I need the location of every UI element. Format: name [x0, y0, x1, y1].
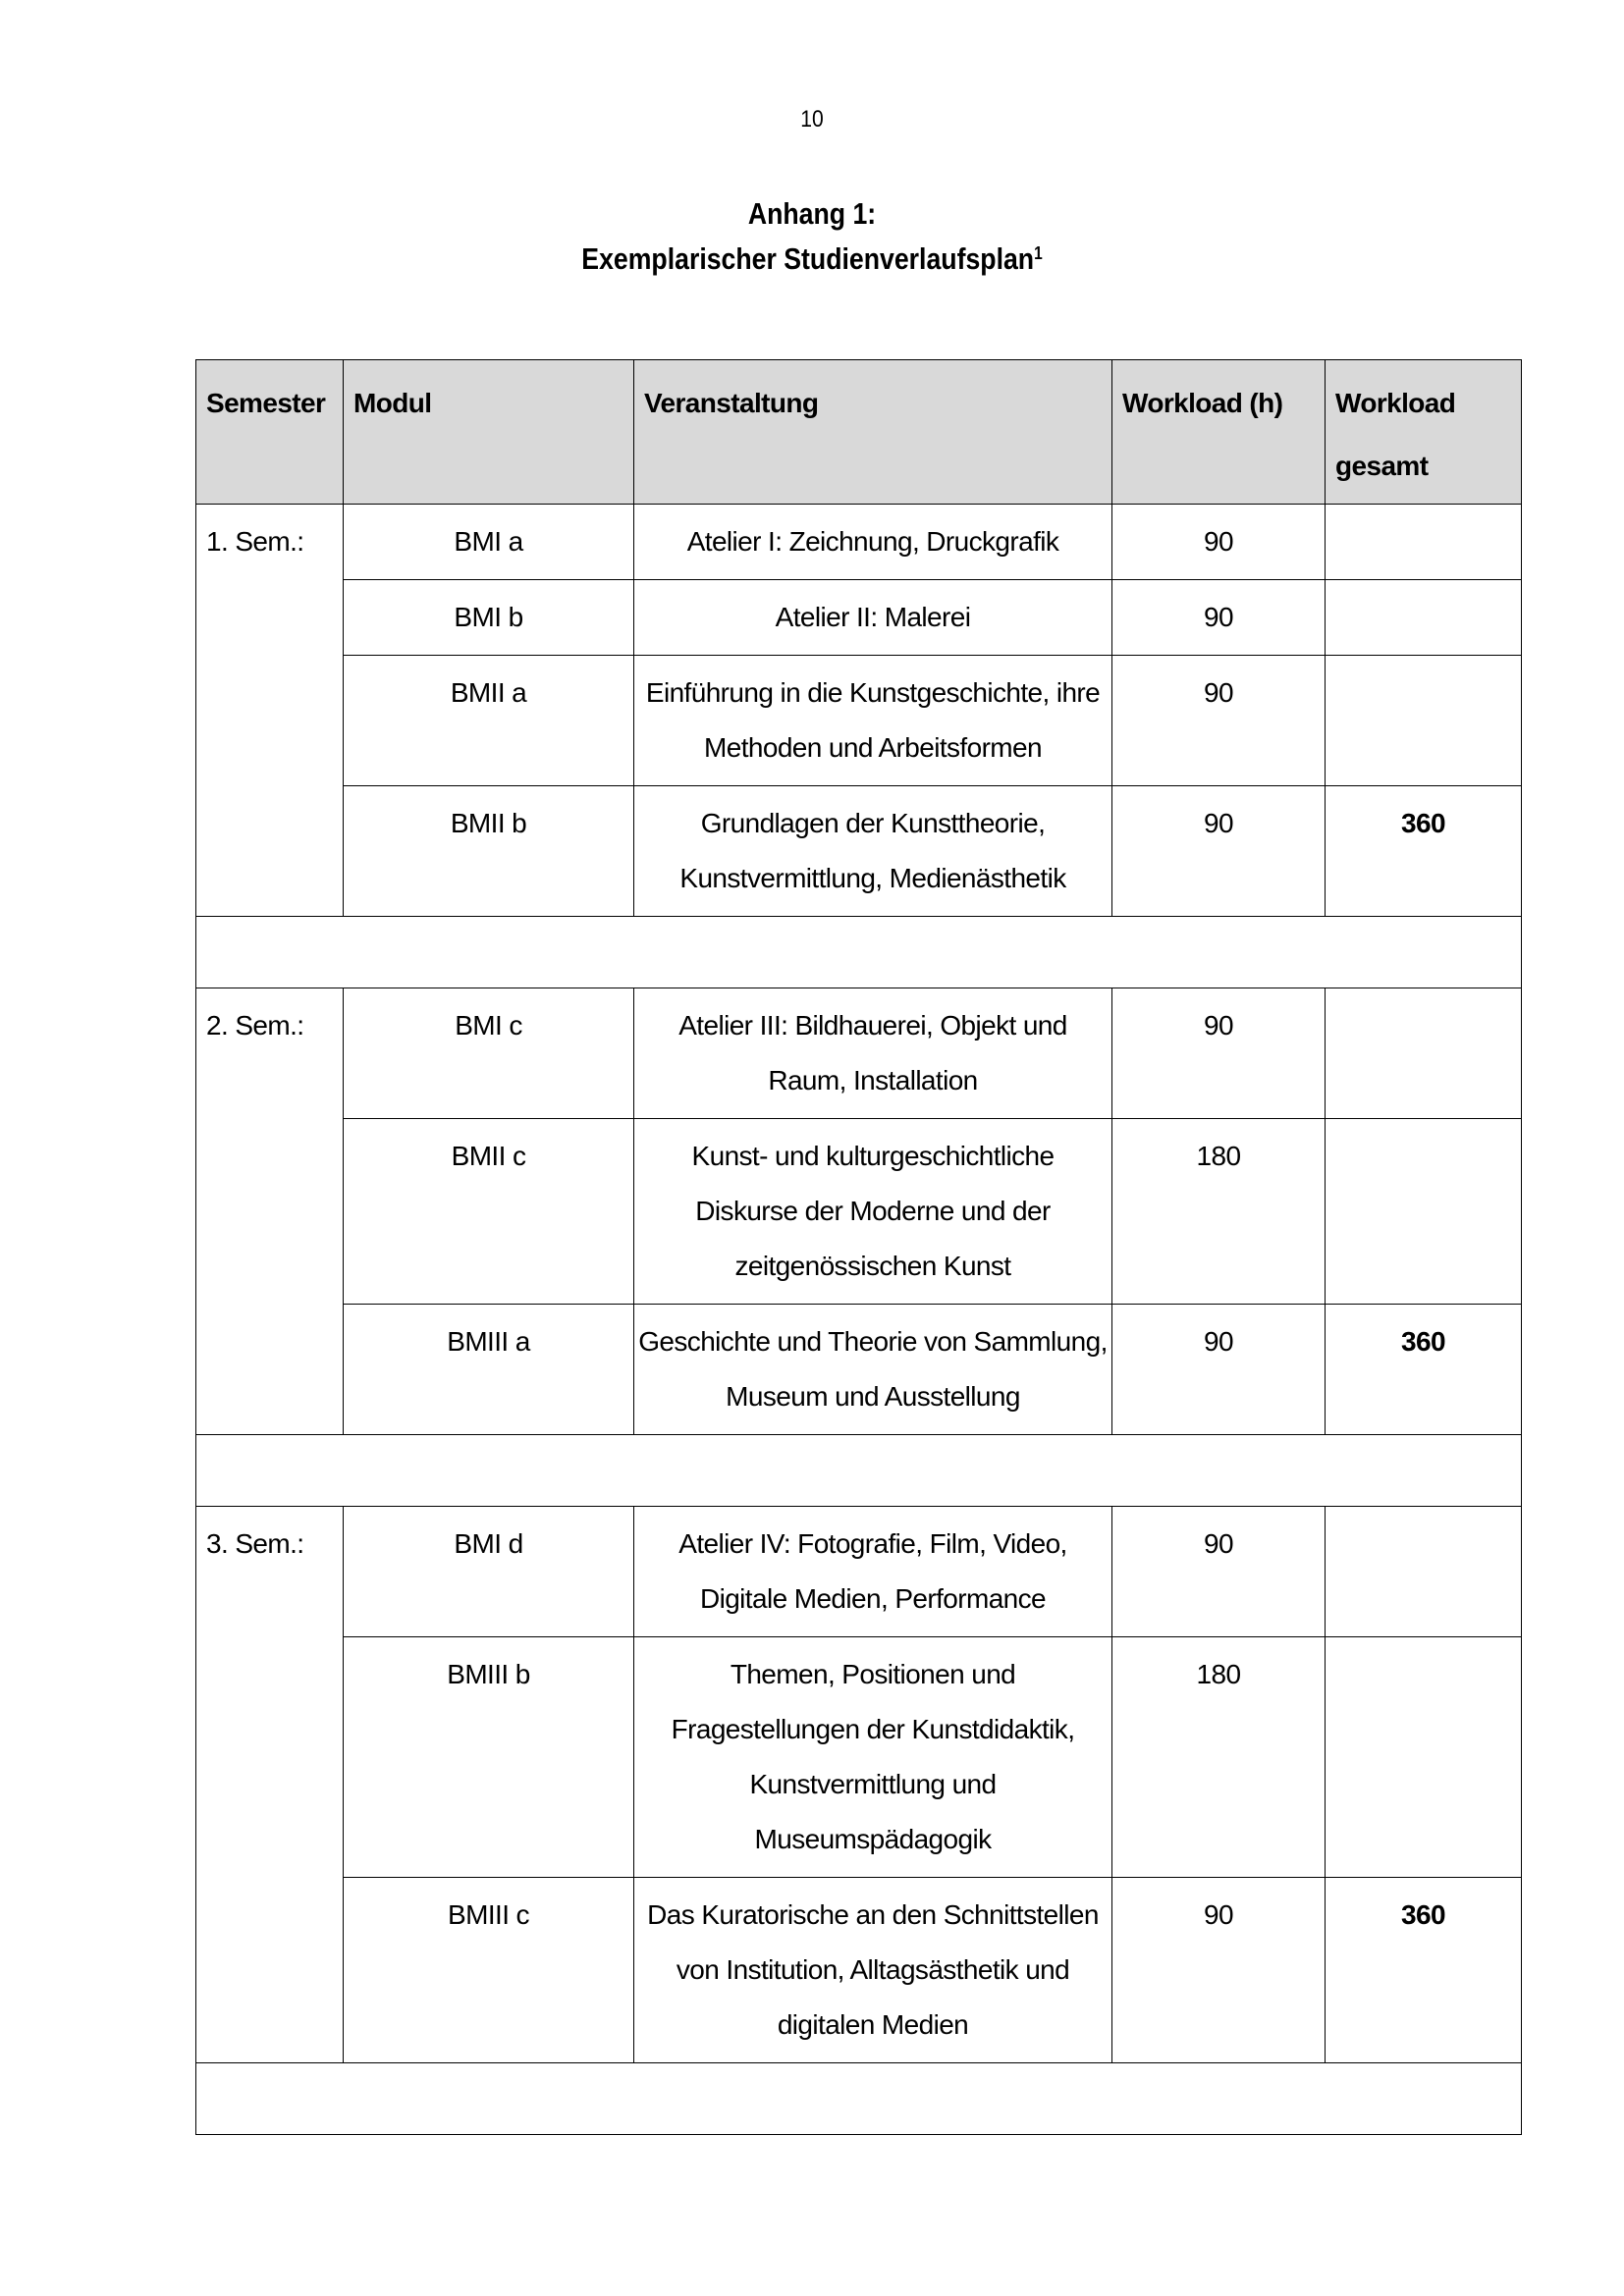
veranstaltung-cell-text: Atelier I: Zeichnung, Druckgrafik	[686, 526, 1059, 557]
veranstaltung-cell	[634, 1878, 1112, 2063]
semester-spacer-row	[196, 2063, 1522, 2135]
modul-cell-text: BMII b	[450, 808, 527, 838]
workload-cell-text: 90	[1204, 1528, 1233, 1559]
header-workload	[1112, 360, 1326, 505]
page-number: 10	[800, 106, 824, 133]
workload-gesamt-cell-text	[1326, 580, 1521, 600]
workload-cell	[1112, 580, 1326, 656]
workload-gesamt-cell-text: 360	[1401, 1326, 1445, 1357]
veranstaltung-cell	[634, 656, 1112, 786]
workload-cell-text: 90	[1204, 1326, 1233, 1357]
modul-cell-text: BMII c	[451, 1141, 526, 1171]
modul-cell	[344, 988, 634, 1119]
page-title	[114, 194, 1510, 279]
table-body	[196, 505, 1522, 2135]
workload-gesamt-cell-text	[1326, 656, 1521, 675]
workload-cell-text: 90	[1204, 526, 1233, 557]
semester-cell	[196, 505, 344, 917]
veranstaltung-cell-text: Atelier IV: Fotografie, Film, Video, Digitale Medien, Performance	[678, 1528, 1067, 1614]
table-row	[196, 1637, 1522, 1878]
veranstaltung-cell-text: Atelier III: Bildhauerei, Objekt und Raum, Installation	[678, 1010, 1067, 1095]
workload-cell-text: 90	[1204, 602, 1233, 632]
workload-gesamt-cell-text	[1326, 988, 1521, 1008]
semester-cell	[196, 988, 344, 1435]
veranstaltung-cell-text: Geschichte und Theorie von Sammlung, Museum und Ausstellung	[638, 1326, 1108, 1412]
header-veranstaltung-label: Veranstaltung	[644, 388, 819, 418]
spacer-cell	[196, 917, 1522, 988]
modul-cell	[344, 1305, 634, 1435]
veranstaltung-cell	[634, 1305, 1112, 1435]
semester-spacer-row	[196, 1435, 1522, 1507]
modul-cell	[344, 786, 634, 917]
modul-cell-text: BMI c	[455, 1010, 522, 1041]
table-row	[196, 1305, 1522, 1435]
workload-cell-text: 90	[1204, 808, 1233, 838]
workload-gesamt-cell	[1326, 580, 1522, 656]
semester-label: 3. Sem.:	[206, 1528, 304, 1559]
spacer-cell	[196, 2063, 1522, 2135]
table-row	[196, 1507, 1522, 1637]
veranstaltung-cell	[634, 988, 1112, 1119]
table-row	[196, 988, 1522, 1119]
workload-gesamt-cell	[1326, 1119, 1522, 1305]
veranstaltung-cell-text: Kunst- und kulturgeschichtliche Diskurse der Moderne und der zeitgenössischen Kunst	[691, 1141, 1055, 1281]
veranstaltung-cell	[634, 786, 1112, 917]
workload-gesamt-cell	[1326, 786, 1522, 917]
workload-cell-text: 90	[1204, 1899, 1233, 1930]
workload-gesamt-cell	[1326, 505, 1522, 580]
modul-cell-text: BMIII c	[448, 1899, 529, 1930]
modul-cell	[344, 1637, 634, 1878]
workload-cell-text: 180	[1196, 1659, 1241, 1689]
study-plan-table	[195, 359, 1522, 2135]
workload-gesamt-cell	[1326, 656, 1522, 786]
veranstaltung-cell	[634, 1507, 1112, 1637]
modul-cell-text: BMI b	[454, 602, 523, 632]
veranstaltung-cell-text: Atelier II: Malerei	[775, 602, 971, 632]
modul-cell	[344, 1878, 634, 2063]
header-modul-label: Modul	[353, 388, 432, 418]
veranstaltung-cell	[634, 505, 1112, 580]
workload-gesamt-cell-text: 360	[1401, 808, 1445, 838]
table-row	[196, 580, 1522, 656]
veranstaltung-cell	[634, 1637, 1112, 1878]
workload-gesamt-cell-text	[1326, 505, 1521, 524]
workload-gesamt-cell-text	[1326, 1119, 1521, 1139]
title-line-1: Anhang 1:	[747, 196, 877, 231]
veranstaltung-cell-text: Themen, Positionen und Fragestellungen der Kunstdidaktik, Kunstvermittlung und Museumspädagogik	[671, 1659, 1075, 1854]
workload-gesamt-cell	[1326, 1507, 1522, 1637]
veranstaltung-cell-text: Grundlagen der Kunsttheorie, Kunstvermittlung, Medienästhetik	[679, 808, 1066, 893]
veranstaltung-cell-text: Das Kuratorische an den Schnittstellen von Institution, Alltagsästhetik und digitalen Medien	[647, 1899, 1099, 2040]
header-modul	[344, 360, 634, 505]
title-line-2	[114, 234, 1510, 279]
header-semester	[196, 360, 344, 505]
semester-cell	[196, 1507, 344, 2063]
workload-gesamt-cell-text	[1326, 1637, 1521, 1657]
workload-cell	[1112, 988, 1326, 1119]
modul-cell	[344, 1119, 634, 1305]
semester-label: 2. Sem.:	[206, 1010, 304, 1041]
workload-gesamt-cell	[1326, 988, 1522, 1119]
table-row	[196, 1119, 1522, 1305]
header-workload-label: Workload (h)	[1122, 388, 1283, 418]
workload-cell	[1112, 1119, 1326, 1305]
table-row	[196, 505, 1522, 580]
workload-cell	[1112, 1507, 1326, 1637]
workload-gesamt-cell	[1326, 1637, 1522, 1878]
header-semester-label: Semester	[206, 388, 326, 418]
modul-cell	[344, 505, 634, 580]
semester-label: 1. Sem.:	[206, 526, 304, 557]
workload-cell-text: 90	[1204, 677, 1233, 708]
workload-cell	[1112, 1878, 1326, 2063]
semester-spacer-row	[196, 917, 1522, 988]
veranstaltung-cell	[634, 580, 1112, 656]
workload-cell-text: 180	[1196, 1141, 1241, 1171]
header-workload-gesamt-label: Workload gesamt	[1335, 388, 1456, 481]
workload-gesamt-cell	[1326, 1878, 1522, 2063]
modul-cell-text: BMI a	[454, 526, 523, 557]
header-workload-gesamt	[1326, 360, 1522, 505]
table-row	[196, 656, 1522, 786]
workload-cell	[1112, 656, 1326, 786]
workload-cell	[1112, 786, 1326, 917]
workload-gesamt-cell	[1326, 1305, 1522, 1435]
table-header-row	[196, 360, 1522, 505]
modul-cell-text: BMII a	[450, 677, 527, 708]
modul-cell-text: BMIII a	[447, 1326, 530, 1357]
workload-gesamt-cell-text	[1326, 1507, 1521, 1526]
modul-cell-text: BMIII b	[447, 1659, 530, 1689]
spacer-cell	[196, 1435, 1522, 1507]
modul-cell	[344, 1507, 634, 1637]
workload-gesamt-cell-text: 360	[1401, 1899, 1445, 1930]
title-line-2-text: Exemplarischer Studienverlaufsplan	[581, 241, 1035, 276]
modul-cell	[344, 580, 634, 656]
workload-cell	[1112, 1305, 1326, 1435]
table-row	[196, 786, 1522, 917]
veranstaltung-cell	[634, 1119, 1112, 1305]
workload-cell-text: 90	[1204, 1010, 1233, 1041]
table-row	[196, 1878, 1522, 2063]
workload-cell	[1112, 1637, 1326, 1878]
header-veranstaltung	[634, 360, 1112, 505]
veranstaltung-cell-text: Einführung in die Kunstgeschichte, ihre Methoden und Arbeitsformen	[645, 677, 1101, 763]
modul-cell-text: BMI d	[454, 1528, 523, 1559]
workload-cell	[1112, 505, 1326, 580]
footnote-mark: 1	[1034, 243, 1043, 263]
modul-cell	[344, 656, 634, 786]
